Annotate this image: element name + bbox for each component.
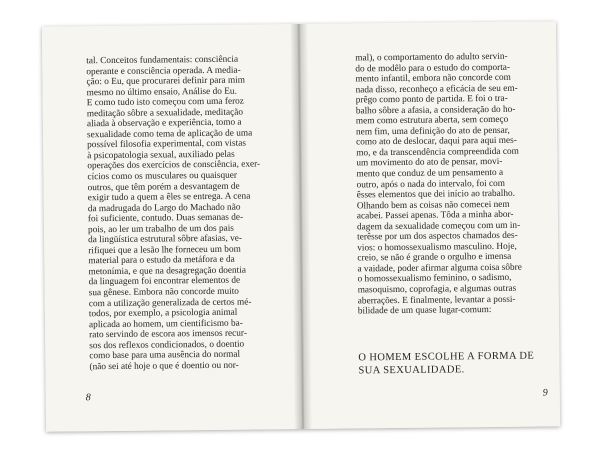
- text-line: aliada à observação e experiência, tomo a: [86, 117, 242, 130]
- text-line: como ato de deslocar, daqui para aqui mes-: [356, 136, 517, 148]
- open-book: [42, 21, 560, 431]
- text-line: outro, após o nada do intervalo, foi com: [356, 178, 506, 190]
- text-line: tal. Conceitos fundamentais: consciência: [86, 54, 239, 67]
- text-line: masoquismo, coprofagia, e algumas outras: [357, 283, 517, 296]
- text-line: bilidade de um quase lugar-comum:: [357, 305, 492, 317]
- text-line: mento que conduz de um pensamento a: [356, 167, 504, 180]
- text-line: cícios como os musculares ou quaisquer: [87, 170, 238, 183]
- text-line: rifiquei que a lesão lhe forneceu um bom: [88, 244, 241, 257]
- text-line: acabei. Passei apenas. Tôda a minha abor-: [356, 209, 514, 222]
- text-line: mesmo no último ensaio, Análise do Eu.: [86, 86, 237, 98]
- text-line: todos, por exemplo, a psicologia animal: [88, 307, 238, 320]
- right-page: [299, 21, 560, 429]
- text-line: da madrugada do Largo do Machado não: [87, 202, 241, 214]
- heading-line: O HOMEM ESCOLHE A FORMA DE: [358, 350, 535, 364]
- text-line: rato servindo de escora aos imensos recur-: [89, 328, 247, 341]
- text-line: ção: o Eu, que procurarei definir para mim: [86, 75, 246, 88]
- text-line: E como tudo isto começou com uma feroz: [86, 96, 244, 109]
- left-page: [42, 24, 301, 432]
- text-line: nem fim, uma definição do ato de pensar,: [355, 125, 510, 138]
- text-line: operações dos exercícios de consciência, exer-: [87, 159, 261, 172]
- text-line: prêgo como ponto de partida. E foi o tra-: [355, 94, 508, 106]
- text-line: sexualidade como tema de aplicação de uma: [86, 128, 253, 141]
- text-line: mal), o comportamento do adulto servin-: [355, 51, 508, 64]
- text-line: a vaidade, poder afirmar alguma coisa sôbre: [357, 262, 522, 275]
- right-page-text: [355, 51, 550, 317]
- text-line: o homossexualismo feminino, o sadismo,: [357, 273, 512, 285]
- text-line: mento infantil, embora não concorde com: [355, 72, 511, 85]
- text-line: êsses elementos que dei início ao trabalho.: [356, 188, 515, 201]
- text-line: vios: o homossexualismo masculino. Hoje,: [357, 241, 517, 254]
- text-line: exigir tudo a quem a êles se entrega. A cena: [87, 191, 251, 204]
- text-line: balho sôbre a afasia, a consideração do ho-: [355, 104, 516, 117]
- text-line: creio, se não é grande o orgulho e imensa: [357, 252, 512, 264]
- text-line: Olhando bem as coisas não comecei nem: [356, 199, 510, 212]
- right-page-number: 9: [542, 387, 548, 399]
- text-line: mem como estrutura aberta, sem começo: [355, 115, 509, 127]
- text-line: terêsse por um dos aspectos chamados des-: [357, 231, 518, 243]
- text-line: da lingüística estrutural sôbre afasias, ve-: [88, 233, 243, 246]
- left-page-number: 8: [85, 392, 91, 404]
- text-line: pois, ao ler um trabalho de um dos pais: [87, 223, 234, 235]
- text-line: possível filosofia experimental, com vistas: [87, 138, 246, 151]
- text-line: sos dos reflexos condicionados, o doentio: [89, 339, 245, 351]
- text-line: meditação sôbre a sexualidade, meditação: [86, 107, 244, 119]
- text-line: metonímia, e que na desagregação doentia: [88, 265, 246, 278]
- text-line: com a utilização generalizada de certos mé-: [88, 297, 252, 309]
- text-line: operante e consciência operada. A media-: [86, 65, 241, 77]
- text-line: dagem da sexualidade começou com um in-: [356, 220, 521, 233]
- right-page-heading: [358, 349, 550, 377]
- text-line: do de modêlo para o estudo do comporta-: [355, 62, 511, 74]
- text-line: outros, que têm porém a desvantagem de: [87, 181, 240, 193]
- heading-line: SUA SEXUALIDADE.: [358, 364, 465, 377]
- text-line: material para o estudo da metáfora e da: [88, 255, 235, 267]
- text-line: foi suficiente, contudo. Duas semanas de-: [87, 212, 244, 225]
- text-line: aberrações. E finalmente, levantar a possi-: [357, 294, 516, 306]
- left-page-text: [86, 54, 293, 373]
- text-line: da linguagem foi encontrar elementos de: [88, 276, 241, 288]
- text-line: à psicopatologia sexual, auxiliado pelas: [87, 149, 235, 162]
- text-line: como base para uma ausência do normal: [89, 349, 241, 362]
- text-line: (não sei até hoje o que é doentio ou nor-: [89, 360, 239, 373]
- text-line: um movimento do ato de pensar, movi-: [356, 157, 503, 169]
- text-line: nada disso, reconheço a eficácia de seu em-: [355, 83, 518, 96]
- text-line: sua gênese. Embora não concorde muito: [88, 286, 239, 299]
- text-line: aplicada ao homem, um cientificismo ba-: [88, 318, 243, 330]
- text-line: mo, e da transcendência compreendida com: [356, 146, 519, 159]
